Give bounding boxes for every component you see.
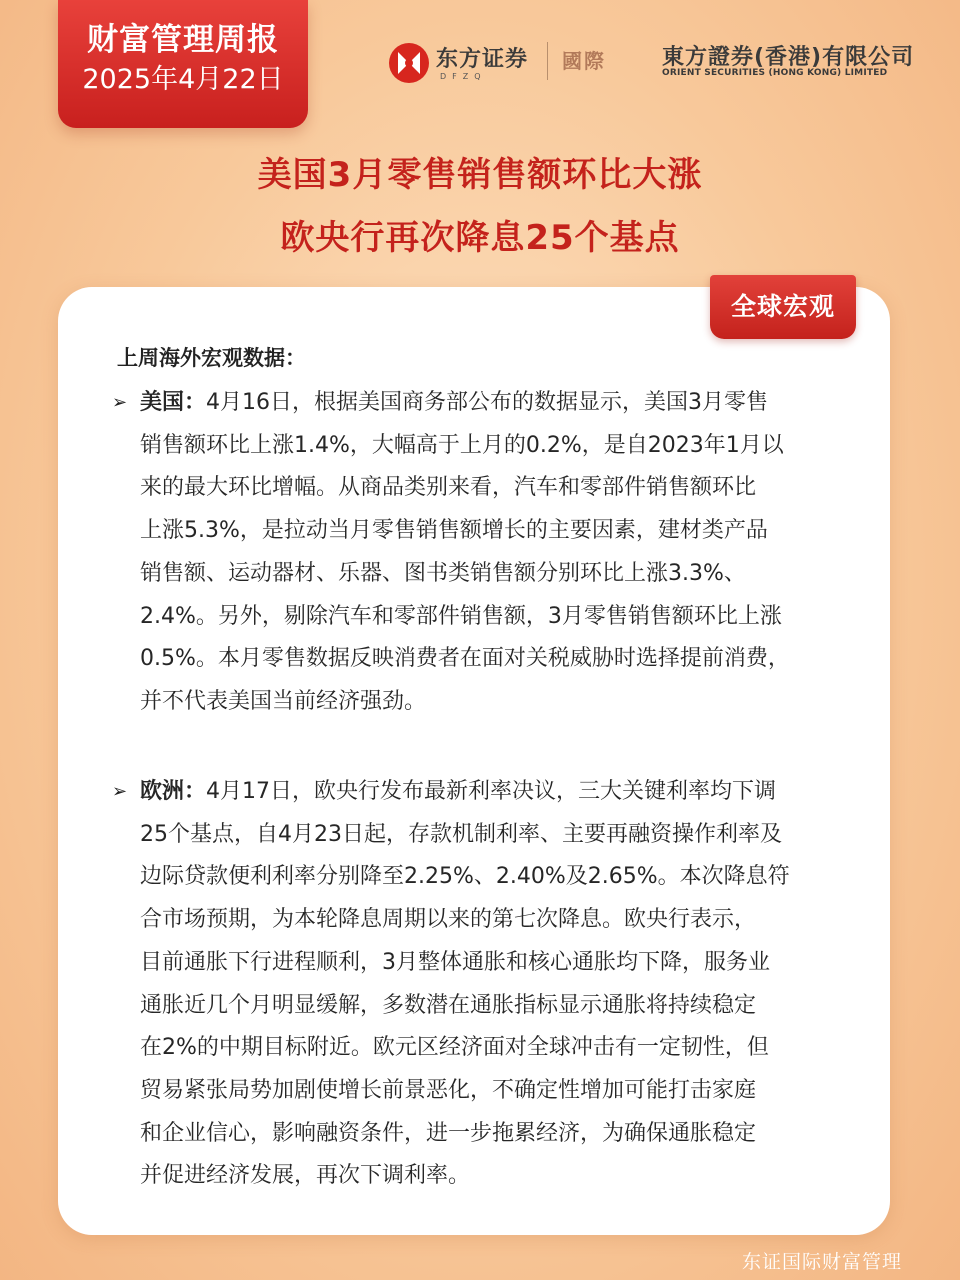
report-date: 2025年4月22日 [82,64,284,95]
us-line-8: 并不代表美国当前经济强劲。 [140,688,427,714]
us-line-4: 上涨5.3%，是拉动当月零售销售额增长的主要因素，建材类产品 [140,518,768,544]
us-line-2: 销售额环比上涨1.4%，大幅高于上月的0.2%，是自2023年1月以 [140,432,784,458]
eu-line-6: 通胀近几个月明显缓解，多数潜在通胀指标显示通胀将持续稳定 [140,992,757,1018]
dfzq-logo-sub: DFZQ [440,72,487,81]
dfzq-logo [388,40,568,90]
eu-line-1 [112,771,832,814]
dfzq-logo-icon [388,42,430,84]
eu-line-1-text: 4月17日，欧央行发布最新利率决议，三大关键利率均下调 [206,779,777,804]
us-line-5: 销售额、运动器材、乐器、图书类销售额分别环比上涨3.3%、 [140,560,746,586]
hk-company-english: ORIENT SECURITIES (HONG KONG) LIMITED [662,68,888,78]
logo-divider [547,42,548,80]
eu-line-8: 贸易紧张局势加剧使增长前景恶化，不确定性增加可能打击家庭 [140,1077,757,1103]
us-line-6: 2.4%。另外，剔除汽车和零部件销售额，3月零售销售额环比上涨 [140,603,782,629]
bullet-arrow-icon: ➢ [112,392,128,413]
us-line-1 [112,382,832,425]
us-line-1-text: 4月16日，根据美国商务部公布的数据显示，美国3月零售 [206,390,769,415]
eu-line-5: 目前通胀下行进程顺利，3月整体通胀和核心通胀均下降，服务业 [140,949,770,975]
dfzq-logo-name: 东方证券 [436,47,529,72]
category-tag: 全球宏观 [710,275,856,339]
headline-line-1: 美国3月零售销售额环比大涨 [257,155,703,195]
bullet-arrow-icon: ➢ [112,781,128,802]
eu-line-4: 合市场预期，为本轮降息周期以来的第七次降息。欧央行表示， [140,907,757,933]
us-label: 美国： [140,390,207,415]
us-line-7: 0.5%。本月零售数据反映消费者在面对关税威胁时选择提前消费， [140,646,790,672]
eu-line-2: 25个基点，自4月23日起，存款机制利率、主要再融资操作利率及 [140,821,782,847]
headline-line-2: 欧央行再次降息25个基点 [280,218,680,258]
report-title: 财富管理周报 [87,22,279,58]
eu-line-9: 和企业信心，影响融资条件，进一步拖累经济，为确保通胀稳定 [140,1120,757,1146]
eu-paragraph [112,771,832,1198]
eu-label: 欧洲： [140,779,207,804]
eu-line-3: 边际贷款便利利率分别降至2.25%、2.40%及2.65%。本次降息符 [140,864,790,890]
eu-line-7: 在2%的中期目标附近。欧元区经济面对全球冲击有一定韧性，但 [140,1035,769,1061]
section-title: 上周海外宏观数据： [117,346,306,370]
us-paragraph [112,382,832,724]
eu-line-10: 并促进经济发展，再次下调利率。 [140,1163,471,1189]
us-line-3: 来的最大环比增幅。从商品类别来看，汽车和零部件销售额环比 [140,475,757,501]
intl-label: 國際 [562,49,606,73]
report-badge [58,0,308,128]
footer-brand: 东证国际财富管理 [741,1251,902,1273]
hk-company-name: 東方證券(香港)有限公司 [662,45,915,70]
